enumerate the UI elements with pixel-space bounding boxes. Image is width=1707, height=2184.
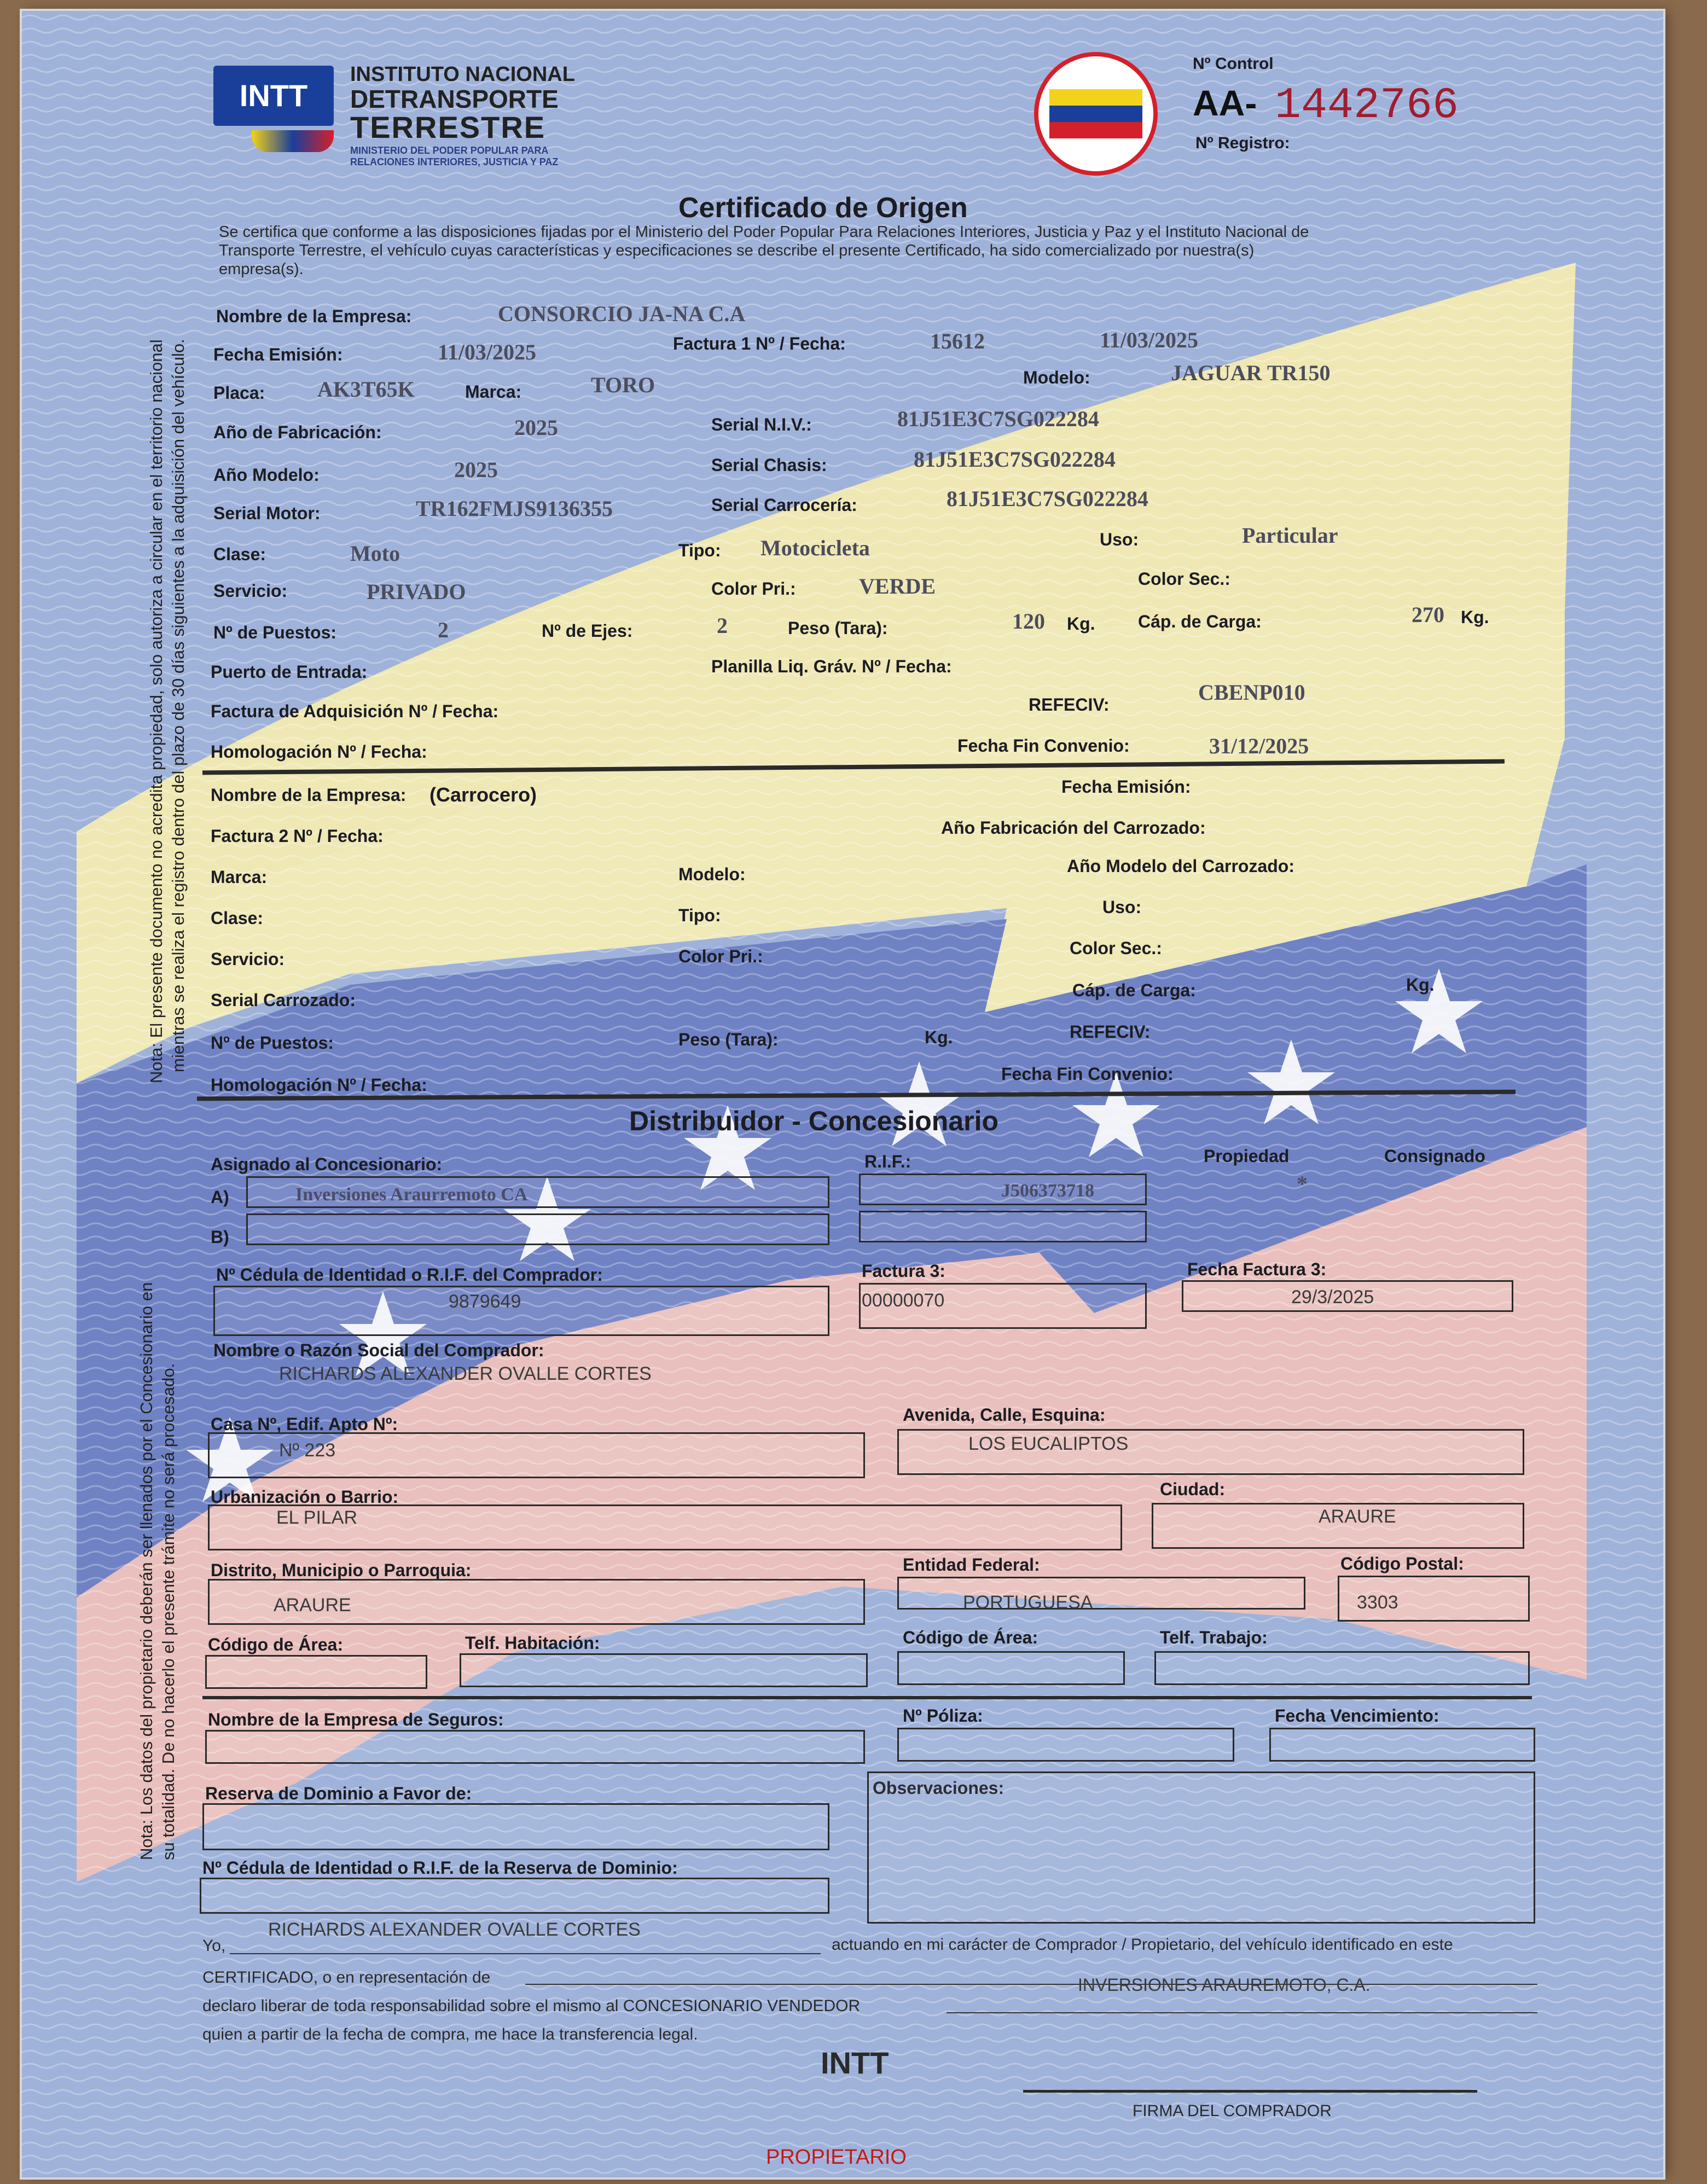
carrocero-carga-label: Cáp. de Carga: bbox=[1072, 980, 1196, 1000]
fecha-fin-label: Fecha Fin Convenio: bbox=[957, 736, 1130, 756]
puestos-label: Nº de Puestos: bbox=[213, 623, 337, 642]
vencimiento-field[interactable] bbox=[1269, 1728, 1535, 1762]
ministry-line1: MINISTERIO DEL PODER POPULAR PARA bbox=[350, 145, 549, 156]
intt-logo bbox=[213, 66, 334, 126]
rif-a-value: J506373718 bbox=[1001, 1181, 1094, 1201]
yo-label: Yo, bbox=[202, 1937, 226, 1955]
color-sec-label: Color Sec.: bbox=[1138, 569, 1230, 589]
homologacion-label: Homologación Nº / Fecha: bbox=[211, 742, 427, 762]
carrocero-homologacion-label: Homologación Nº / Fecha: bbox=[211, 1075, 427, 1095]
postal-value: 3303 bbox=[1357, 1592, 1398, 1613]
serial-carroceria-label: Serial Carrocería: bbox=[711, 495, 857, 515]
page-title: Certificado de Origen bbox=[678, 192, 968, 224]
tipo-value: Motocicleta bbox=[760, 536, 870, 560]
ejes-value: 2 bbox=[717, 613, 728, 638]
urbanizacion-value: EL PILAR bbox=[276, 1507, 358, 1528]
serial-motor-label: Serial Motor: bbox=[213, 503, 321, 523]
concesionario-b-field[interactable] bbox=[246, 1213, 829, 1245]
rif-b-field[interactable] bbox=[859, 1211, 1147, 1242]
ministry-line2: RELACIONES INTERIORES, JUSTICIA Y PAZ bbox=[350, 156, 559, 167]
carrocero-serial-label: Serial Carrozado: bbox=[211, 990, 356, 1010]
entidad-label: Entidad Federal: bbox=[903, 1555, 1040, 1575]
marca-label: Marca: bbox=[465, 382, 522, 402]
institute-line1: INSTITUTO NACIONAL bbox=[350, 63, 575, 86]
carrocero-modelo-label: Modelo: bbox=[678, 864, 746, 884]
area1-label: Código de Área: bbox=[208, 1635, 344, 1654]
carrocero-clase-label: Clase: bbox=[211, 908, 264, 928]
registro-label: Nº Registro: bbox=[1195, 134, 1290, 152]
entidad-field[interactable] bbox=[897, 1577, 1305, 1610]
reserva-label: Reserva de Dominio a Favor de: bbox=[205, 1784, 472, 1803]
intro-line3: empresa(s). bbox=[219, 260, 304, 278]
representacion-line bbox=[525, 1984, 1537, 1985]
logo-swoosh bbox=[252, 130, 334, 152]
cedula-label: Nº Cédula de Identidad o R.I.F. del Comprador: bbox=[216, 1265, 603, 1285]
carga-value: 270 bbox=[1412, 602, 1444, 627]
serial-chasis-value: 81J51E3C7SG022284 bbox=[914, 447, 1116, 472]
section-divider-3 bbox=[202, 1696, 1532, 1699]
carrocero-servicio-label: Servicio: bbox=[211, 949, 285, 969]
vendedor-line bbox=[947, 2012, 1537, 2013]
peso-value: 120 bbox=[1012, 609, 1045, 634]
distribuidor-title: Distribuidor - Concesionario bbox=[629, 1106, 999, 1136]
observaciones-field[interactable] bbox=[867, 1771, 1535, 1924]
carrocero-anio-fab-label: Año Fabricación del Carrozado: bbox=[941, 818, 1206, 838]
serial-carroceria-value: 81J51E3C7SG022284 bbox=[947, 486, 1148, 511]
carrocero-empresa-label: Nombre de la Empresa: bbox=[211, 785, 407, 805]
carrocero-kg-carga: Kg. bbox=[1406, 975, 1435, 995]
avenida-value: LOS EUCALIPTOS bbox=[968, 1433, 1129, 1454]
casa-value: Nº 223 bbox=[279, 1440, 336, 1461]
institute-line2: DETRANSPORTE bbox=[350, 85, 559, 113]
clase-label: Clase: bbox=[213, 544, 266, 564]
seguros-empresa-field[interactable] bbox=[205, 1730, 865, 1764]
placa-label: Placa: bbox=[213, 383, 265, 403]
propiedad-mark: * bbox=[1297, 1171, 1308, 1196]
copy-label: PROPIETARIO bbox=[766, 2146, 907, 2169]
rif-label: R.I.F.: bbox=[864, 1152, 911, 1171]
carrocero-empresa-suffix: (Carrocero) bbox=[429, 783, 537, 806]
factura3-value: 00000070 bbox=[862, 1290, 945, 1311]
factura1-label: Factura 1 Nº / Fecha: bbox=[673, 334, 846, 353]
propiedad-label: Propiedad bbox=[1204, 1146, 1290, 1166]
declarante-name: RICHARDS ALEXANDER OVALLE CORTES bbox=[268, 1919, 641, 1940]
carga-kg: Kg. bbox=[1461, 607, 1489, 627]
carrocero-tipo-label: Tipo: bbox=[678, 905, 721, 925]
casa-label: Casa Nº, Edif. Apto Nº: bbox=[211, 1414, 398, 1434]
distrito-label: Distrito, Municipio o Parroquia: bbox=[211, 1560, 472, 1580]
carrocero-kg-peso: Kg. bbox=[925, 1027, 953, 1047]
peso-kg: Kg. bbox=[1067, 614, 1095, 634]
declaracion-texto1: actuando en mi carácter de Comprador / Propietario, del vehículo identificado en este bbox=[832, 1936, 1453, 1954]
control-label: Nº Control bbox=[1193, 55, 1274, 73]
poliza-field[interactable] bbox=[897, 1728, 1234, 1762]
placa-value: AK3T65K bbox=[317, 377, 415, 402]
star-icon bbox=[1072, 1072, 1160, 1157]
area1-field[interactable] bbox=[205, 1655, 427, 1689]
carga-label: Cáp. de Carga: bbox=[1138, 612, 1262, 631]
factura2-label: Factura 2 Nº / Fecha: bbox=[211, 826, 384, 846]
telf-hab-field[interactable] bbox=[460, 1653, 868, 1687]
telf-trab-label: Telf. Trabajo: bbox=[1160, 1628, 1268, 1647]
servicio-value: PRIVADO bbox=[367, 579, 466, 604]
cedula-reserva-label: Nº Cédula de Identidad o R.I.F. de la Reserva de Dominio: bbox=[202, 1858, 678, 1878]
nota2-line2: su totalidad. De no hacerlo el presente trámite no será procesado. bbox=[159, 1363, 178, 1860]
row-b-label: B) bbox=[211, 1227, 229, 1247]
telf-trab-field[interactable] bbox=[1154, 1651, 1530, 1685]
carrocero-uso-label: Uso: bbox=[1102, 897, 1142, 917]
anio-fab-value: 2025 bbox=[514, 415, 558, 440]
puerto-label: Puerto de Entrada: bbox=[211, 662, 368, 682]
planilla-label: Planilla Liq. Gráv. Nº / Fecha: bbox=[711, 657, 952, 676]
serial-chasis-label: Serial Chasis: bbox=[711, 455, 827, 475]
serial-motor-value: TR162FMJS9136355 bbox=[416, 496, 613, 521]
firma-label: FIRMA DEL COMPRADOR bbox=[1133, 2102, 1332, 2120]
urbanizacion-label: Urbanización o Barrio: bbox=[211, 1487, 399, 1507]
marca-value: TORO bbox=[591, 373, 655, 397]
ciudad-value: ARAURE bbox=[1319, 1506, 1396, 1527]
anio-fab-label: Año de Fabricación: bbox=[213, 422, 382, 442]
refeciv-label: REFECIV: bbox=[1029, 695, 1110, 715]
intt-stamp: INTT bbox=[821, 2046, 889, 2080]
color-pri-value: VERDE bbox=[859, 574, 936, 599]
fecha-fin-value: 31/12/2025 bbox=[1209, 734, 1309, 758]
fecha-emision-label: Fecha Emisión: bbox=[213, 345, 343, 364]
institute-line3: TERRESTRE bbox=[350, 110, 546, 144]
control-prefix: AA- bbox=[1193, 83, 1257, 123]
nombre-comprador-value: RICHARDS ALEXANDER OVALLE CORTES bbox=[279, 1363, 652, 1384]
puestos-value: 2 bbox=[438, 618, 449, 642]
declaracion-texto4: quien a partir de la fecha de compra, me hace la transferencia legal. bbox=[202, 2025, 698, 2043]
intro-line2: Transporte Terrestre, el vehículo cuyas características y especificaciones se describe el presente Certificado, ha sido comercializado por nuestra(s) bbox=[219, 242, 1255, 259]
factura1-fecha: 11/03/2025 bbox=[1100, 328, 1199, 352]
distrito-value: ARAURE bbox=[274, 1595, 351, 1616]
vendedor-name: INVERSIONES ARAUREMOTO, C.A. bbox=[1078, 1975, 1371, 1995]
fecha-emision-value: 11/03/2025 bbox=[438, 340, 537, 364]
modelo-value: JAGUAR TR150 bbox=[1171, 361, 1331, 385]
declaracion-texto2: CERTIFICADO, o en representación de bbox=[202, 1968, 491, 1986]
cedula-reserva-field[interactable] bbox=[200, 1878, 829, 1914]
control-number: 1442766 bbox=[1275, 81, 1459, 131]
peso-label: Peso (Tara): bbox=[788, 618, 888, 638]
anio-modelo-value: 2025 bbox=[454, 457, 498, 482]
ciudad-label: Ciudad: bbox=[1160, 1479, 1226, 1499]
anio-modelo-label: Año Modelo: bbox=[213, 465, 320, 485]
seguros-empresa-label: Nombre de la Empresa de Seguros: bbox=[208, 1710, 504, 1729]
declarante-line bbox=[230, 1953, 821, 1954]
ejes-label: Nº de Ejes: bbox=[542, 621, 633, 641]
telf-hab-label: Telf. Habitación: bbox=[465, 1633, 600, 1653]
carrocero-peso-label: Peso (Tara): bbox=[678, 1030, 779, 1049]
nota1-line1: Nota: El presente documento no acredita propiedad, solo autoriza a circular en el territorio nacional bbox=[147, 339, 166, 1083]
carrocero-color-pri-label: Color Pri.: bbox=[678, 946, 763, 966]
intt-logo-text: INTT bbox=[239, 78, 308, 113]
carrocero-marca-label: Marca: bbox=[211, 867, 268, 887]
firma-line bbox=[1023, 2090, 1477, 2093]
factura-adq-label: Factura de Adquisición Nº / Fecha: bbox=[211, 701, 499, 721]
area2-field[interactable] bbox=[897, 1651, 1125, 1685]
national-seal bbox=[1034, 52, 1158, 176]
area2-label: Código de Área: bbox=[903, 1628, 1038, 1647]
asignado-label: Asignado al Concesionario: bbox=[211, 1154, 443, 1174]
intro-line1: Se certifica que conforme a las disposiciones fijadas por el Ministerio del Poder Popular Para Relaciones Interiores, Justicia y Paz y el Instituto Nacional de bbox=[219, 223, 1309, 241]
observaciones-label: Observaciones: bbox=[873, 1778, 1005, 1798]
carrocero-refeciv-label: REFECIV: bbox=[1070, 1022, 1151, 1042]
vencimiento-label: Fecha Vencimiento: bbox=[1275, 1706, 1439, 1726]
poliza-label: Nº Póliza: bbox=[903, 1706, 983, 1726]
fecha-factura3-label: Fecha Factura 3: bbox=[1187, 1259, 1327, 1279]
uso-label: Uso: bbox=[1100, 530, 1139, 549]
servicio-label: Servicio: bbox=[213, 581, 288, 601]
nota2-line1: Nota: Los datos del propietario deberán ser llenados por el Concesionario en bbox=[137, 1282, 156, 1860]
certificate-page bbox=[22, 11, 1663, 2177]
reserva-field[interactable] bbox=[202, 1803, 829, 1850]
factura3-label: Factura 3: bbox=[862, 1261, 945, 1281]
cedula-value: 9879649 bbox=[449, 1291, 521, 1312]
modelo-label: Modelo: bbox=[1023, 368, 1090, 387]
fecha-factura3-value: 29/3/2025 bbox=[1291, 1287, 1374, 1308]
avenida-label: Avenida, Calle, Esquina: bbox=[903, 1405, 1106, 1425]
carrocero-fecha-fin-label: Fecha Fin Convenio: bbox=[1001, 1064, 1174, 1084]
postal-label: Código Postal: bbox=[1340, 1554, 1464, 1573]
empresa-value: CONSORCIO JA-NA C.A bbox=[498, 301, 746, 326]
entidad-value: PORTUGUESA bbox=[963, 1592, 1093, 1613]
clase-value: Moto bbox=[350, 541, 400, 566]
cedula-field[interactable] bbox=[213, 1286, 829, 1336]
factura1-num: 15612 bbox=[930, 329, 985, 353]
star-icon bbox=[1247, 1039, 1335, 1124]
color-pri-label: Color Pri.: bbox=[711, 579, 796, 599]
uso-value: Particular bbox=[1242, 523, 1338, 548]
concesionario-a-value: Inversiones Araurremoto CA bbox=[295, 1184, 528, 1205]
carrocero-anio-modelo-label: Año Modelo del Carrozado: bbox=[1067, 856, 1294, 876]
empresa-label: Nombre de la Empresa: bbox=[216, 306, 412, 326]
tipo-label: Tipo: bbox=[678, 541, 721, 560]
consignado-label: Consignado bbox=[1384, 1146, 1485, 1166]
carrocero-puestos-label: Nº de Puestos: bbox=[211, 1033, 334, 1053]
refeciv-value: CBENP010 bbox=[1198, 680, 1305, 705]
carrocero-color-sec-label: Color Sec.: bbox=[1070, 938, 1162, 958]
serial-niv-label: Serial N.I.V.: bbox=[711, 415, 812, 434]
nota1-line2: mientras se realiza el registro dentro del plazo de 30 días siguientes a la adquisición del vehículo. bbox=[169, 339, 188, 1072]
row-a-label: A) bbox=[211, 1187, 229, 1207]
declaracion-texto3: declaro liberar de toda responsabilidad sobre el mismo al CONCESIONARIO VENDEDOR bbox=[202, 1997, 861, 2015]
serial-niv-value: 81J51E3C7SG022284 bbox=[897, 406, 1099, 431]
nombre-comprador-label: Nombre o Razón Social del Comprador: bbox=[213, 1340, 544, 1360]
carrocero-fecha-emision-label: Fecha Emisión: bbox=[1061, 777, 1191, 797]
